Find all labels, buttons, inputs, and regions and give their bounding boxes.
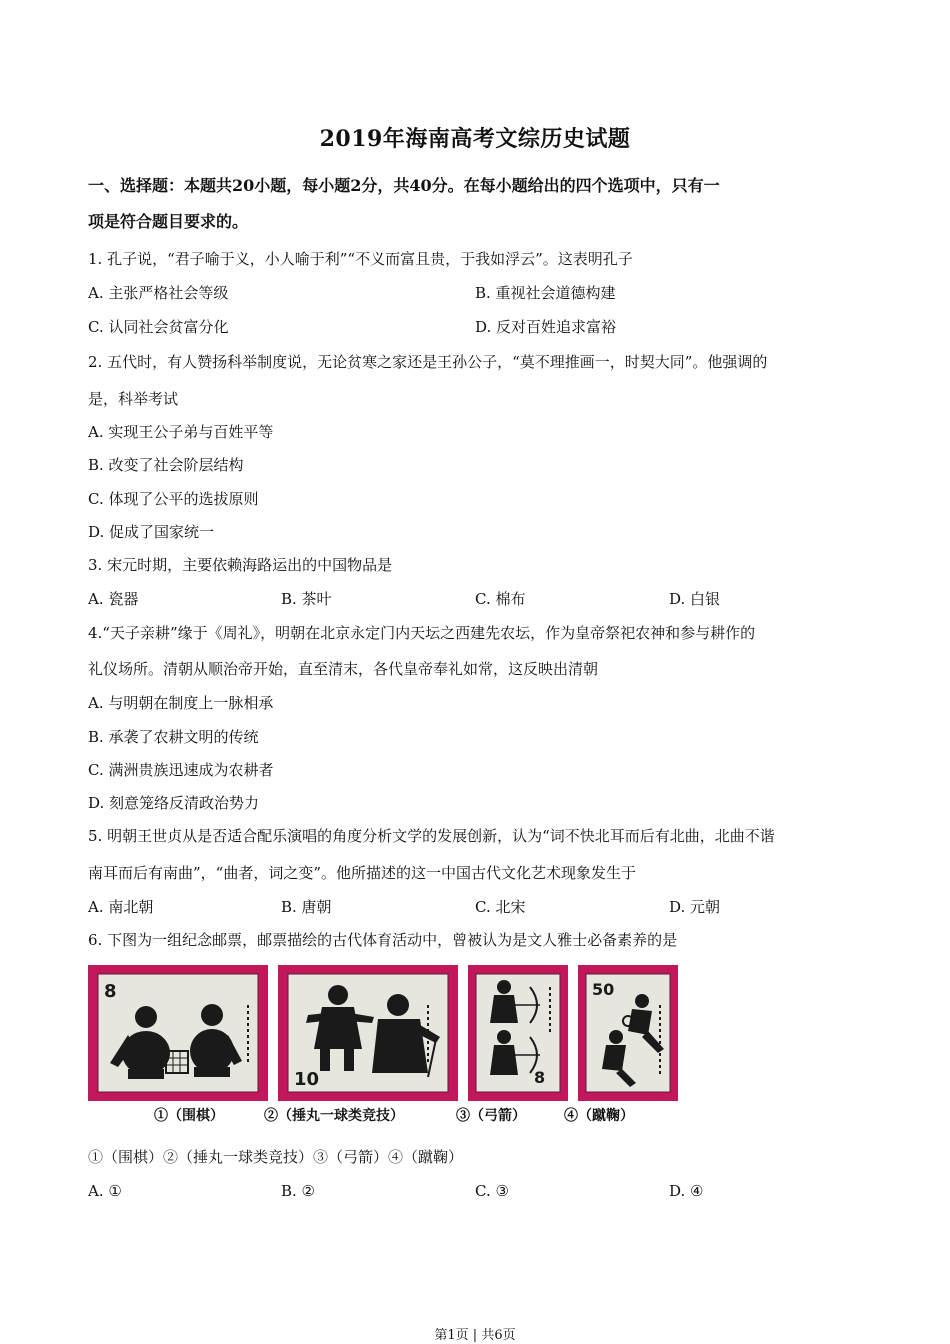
stamp-caption-1: ①（围棋） <box>154 1108 224 1124</box>
question-3-option-a: A. 瓷器 <box>88 590 139 608</box>
question-5-option-c: C. 北宋 <box>475 898 526 916</box>
question-4-stem-line-2: 礼仪场所。清朝从顺治帝开始，直至清末，各代皇帝奉礼如常，这反映出清朝 <box>88 660 599 678</box>
question-5-stem-line-1: 5. 明朝王世贞从是否适合配乐演唱的角度分析文学的发展创新，认为“词不快北耳而后有北曲，北曲不谐 <box>88 827 775 845</box>
question-2-option-a: A. 实现王公子弟与百姓平等 <box>88 423 274 441</box>
question-3-option-d: D. 白银 <box>669 590 721 608</box>
question-4-stem-line-1: 4.“天子亲耕”缘于《周礼》，明朝在北京永定门内天坛之西建先农坛，作为皇帝祭祀农神和参与耕作的 <box>88 624 756 642</box>
stamp-caption-2: ②（捶丸一球类竞技） <box>264 1108 404 1124</box>
section-heading-line-2: 项是符合题目要求的。 <box>88 212 249 231</box>
question-5-stem-line-2: 南耳而后有南曲”，“曲者，词之变”。他所描述的这一中国古代文化艺术现象发生于 <box>88 864 637 882</box>
question-6-caption-line: ①（围棋）②（捶丸一球类竞技）③（弓箭）④（蹴鞠） <box>88 1148 464 1166</box>
question-6-option-c: C. ③ <box>475 1182 509 1200</box>
page-title: 2019年海南高考文综历史试题 <box>319 126 631 152</box>
stamp-caption-4: ④（蹴鞠） <box>564 1108 634 1124</box>
section-heading-line-1: 一、选择题：本题共20小题，每小题2分，共40分。在每小题给出的四个选项中，只有一 <box>88 176 720 195</box>
question-4-option-d: D. 刻意笼络反清政治势力 <box>88 794 260 812</box>
question-6-option-b: B. ② <box>281 1182 316 1200</box>
stamp-4-value: 50 <box>592 980 615 999</box>
question-4-option-b: B. 承袭了农耕文明的传统 <box>88 728 259 746</box>
question-5-option-a: A. 南北朝 <box>88 898 154 916</box>
question-1-option-d: D. 反对百姓追求富裕 <box>475 318 617 336</box>
question-5-option-b: B. 唐朝 <box>281 898 332 916</box>
question-2-option-d: D. 促成了国家统一 <box>88 523 215 541</box>
question-2-option-c: C. 体现了公平的选拔原则 <box>88 490 259 508</box>
stamp-chuiwan-image <box>278 965 458 1101</box>
question-1-option-c: C. 认同社会贫富分化 <box>88 318 229 336</box>
question-4-option-a: A. 与明朝在制度上一脉相承 <box>88 694 274 712</box>
question-6-stem: 6. 下图为一组纪念邮票，邮票描绘的古代体育活动中，曾被认为是文人雅士必备素养的是 <box>88 931 678 949</box>
question-2-option-b: B. 改变了社会阶层结构 <box>88 456 244 474</box>
stamp-captions <box>88 1105 680 1125</box>
question-1-option-b: B. 重视社会道德构建 <box>475 284 616 302</box>
stamp-cuju-image <box>578 965 678 1101</box>
stamp-caption-3: ③（弓箭） <box>456 1108 526 1124</box>
stamp-set-figure <box>88 965 680 1125</box>
question-2-stem-line-1: 2. 五代时，有人赞扬科举制度说，无论贫寒之家还是王孙公子，“莫不理推画一，时契大同”。他强调的 <box>88 353 768 371</box>
stamp-3-value: 8 <box>534 1068 546 1087</box>
stamp-archery-image <box>468 965 568 1101</box>
question-2-stem-line-2: 是，科举考试 <box>88 390 179 408</box>
question-3-option-c: C. 棉布 <box>475 590 526 608</box>
question-6-option-d: D. ④ <box>669 1182 704 1200</box>
question-3-option-b: B. 茶叶 <box>281 590 332 608</box>
question-6-option-a: A. ① <box>88 1182 122 1200</box>
stamp-go-image <box>88 965 268 1101</box>
stamp-1-value: 8 <box>104 981 117 1002</box>
question-3-stem: 3. 宋元时期，主要依赖海路运出的中国物品是 <box>88 556 393 574</box>
stamp-2-value: 10 <box>294 1069 320 1090</box>
question-1-stem: 1. 孔子说，“君子喻于义，小人喻于利”“不义而富且贵，于我如浮云”。这表明孔子 <box>88 250 633 268</box>
question-5-option-d: D. 元朝 <box>669 898 721 916</box>
question-1-option-a: A. 主张严格社会等级 <box>88 284 229 302</box>
page-footer: 第1页 | 共6页 <box>434 1328 516 1343</box>
question-4-option-c: C. 满洲贵族迅速成为农耕者 <box>88 761 274 779</box>
